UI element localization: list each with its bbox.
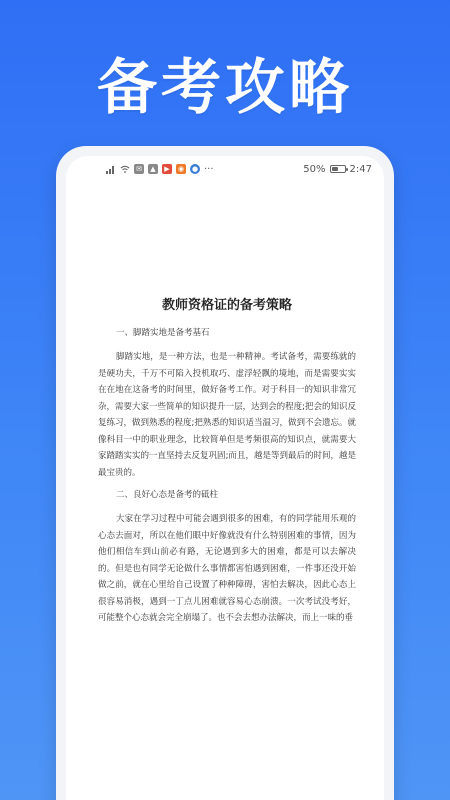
status-time: 2:47 [349,163,372,175]
section-heading-2: 二、良好心态是备考的砥柱 [116,490,219,500]
video-app-icon: ▶ [162,164,172,174]
more-notifications-icon: ··· [204,163,214,175]
battery-icon [330,165,346,173]
phone-screen [66,156,384,800]
section-heading-1: 一、脚踏实地是备考基石 [116,328,210,338]
status-bar [66,156,384,182]
hero-title: 备考攻略 [97,53,353,123]
status-bar-right [303,164,372,175]
browser-app-icon: ● [191,165,199,173]
section-paragraph-1: 脚踏实地，是一种方法，也是一种精神。考试备考，需要练就的是硬功夫，千万不可陷入投机取巧、虚浮轻飘的境地，而是需要实实在在地在这备考的时间里，做好备考工作。对于科目一的知识非常冗杂，需要大家一些简单的知识提升一层，达到会的程度;把会的知识反复练习，做到熟悉的程度;把熟悉的知识适当温习，做到不会遗忘。就像科目一中的职业理念，比较简单但是考频很高的知识点，就需要大家踏踏实实的一直坚持去反复巩固;而且，越是等到最后的时间，越是最宝贵的。 [98,352,356,478]
notification-app-icon: ▲ [148,164,158,174]
signal-icon [106,164,116,174]
message-app-icon: ✉ [134,164,144,174]
status-bar-left [106,164,214,175]
wifi-icon [120,164,130,174]
phone-mockup [56,146,394,800]
section-paragraph-2: 大家在学习过程中可能会遇到很多的困难，有的同学能用乐观的心态去面对，所以在他们眼中好像就没有什么特别困难的事情，因为他们相信车到山前必有路，无论遇到多大的困难，都是可以去解决的。但是也有同学无论做什么事情都害怕遇到困难，一件事还没开始做之前，就在心里给自己设置了种种障碍，害怕去解决，因此心态上很容易消极，遇到一丁点儿困难就容易心态崩溃。一次考试没考好，可能整个心态就会完全崩塌了。也不会去想办法解决，而上一味的垂 [98,514,356,623]
battery-fill [332,167,338,171]
document-title: 教师资格证的备考策略 [161,298,292,313]
document [98,294,356,633]
rss-app-icon: ◉ [177,165,185,173]
battery-percentage: 50% [303,163,326,175]
